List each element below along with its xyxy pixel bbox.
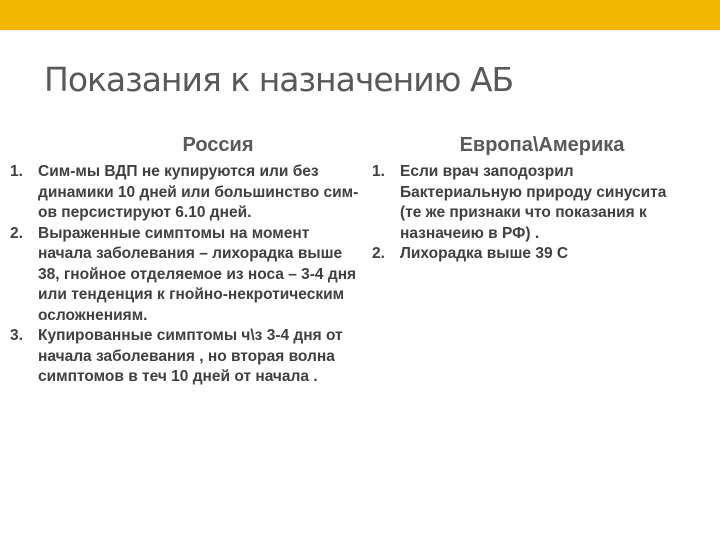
list-item — [372, 162, 680, 244]
list-russia — [10, 162, 362, 388]
list-item-number: 2. — [10, 224, 23, 242]
list-item — [372, 244, 680, 265]
list-item-text: Выраженные симптомы на момент начала заболевания – лихорадка выше 38, гнойное отделяемое из носа – 3-4 дня или тенденция к гнойно-некротическим осложнениям. — [38, 224, 357, 324]
heading-europe-america: Европа\Америка — [459, 134, 625, 156]
list-item-text: Сим-мы ВДП не купируются или без динамики 10 дней или большинство сим-ов персистируют 6.10 дней. — [38, 163, 359, 221]
list-item-number: 2. — [372, 245, 385, 262]
list-item-number: 3. — [10, 327, 23, 344]
list-item — [10, 224, 362, 327]
list-item-text: Купированные симптомы ч\з 3-4 дня от начала заболевания , но вторая волна симптомов в теч 10 дней от начала . — [38, 327, 343, 385]
list-item-text: Если врач заподозрил Бактериальную природу синусита (те же признаки что показания к назначеию в РФ) . — [400, 163, 667, 242]
heading-russia: Россия — [182, 134, 254, 156]
list-item-text: Лихорадка выше 39 С — [400, 245, 569, 262]
slide-title: Показания к назначению АБ — [44, 60, 514, 99]
list-item — [10, 162, 362, 224]
list-item-number: 1. — [10, 163, 23, 180]
list-europe-america — [372, 162, 680, 265]
list-item-number: 1. — [372, 163, 385, 180]
list-item — [10, 326, 362, 388]
top-accent-bar — [0, 0, 720, 30]
